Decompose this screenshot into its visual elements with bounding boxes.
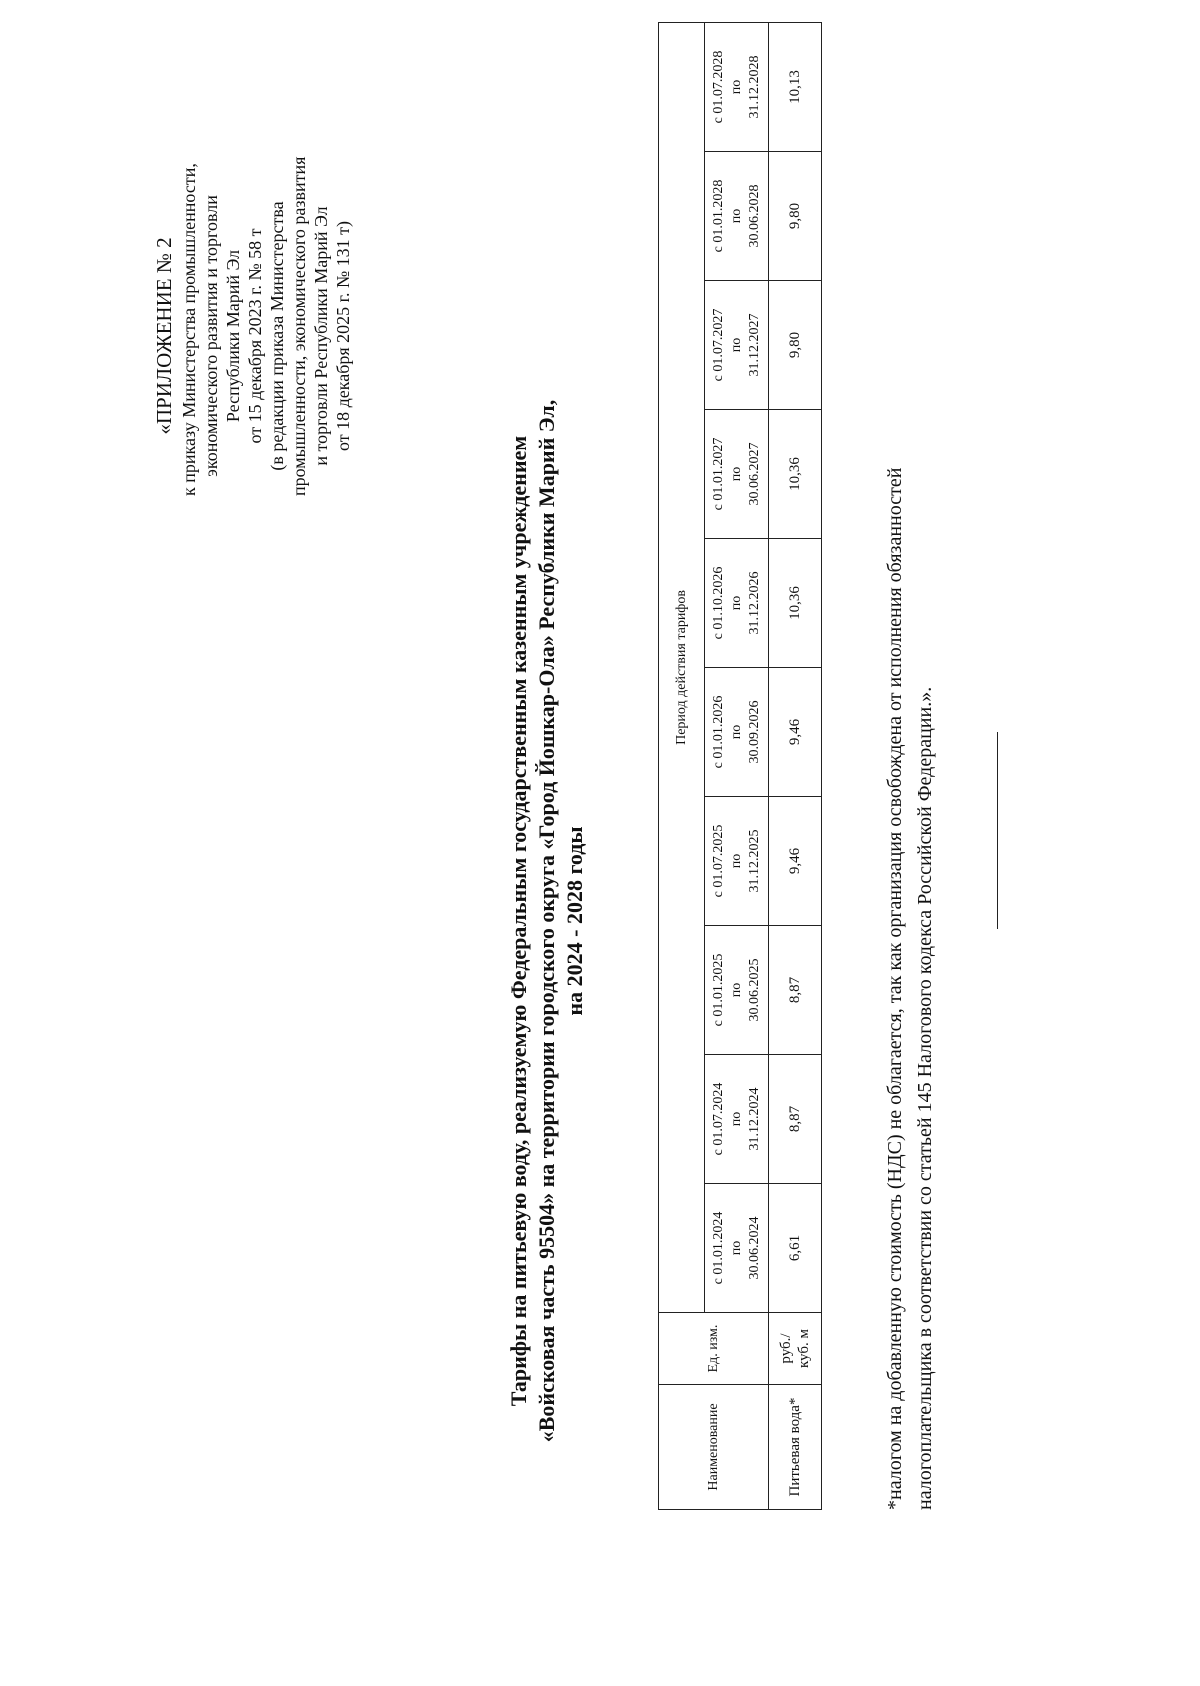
tariff-value: 6,61 [769, 1184, 822, 1313]
period-to: 30.06.2025 [746, 958, 762, 1022]
period-from: с 01.01.2028 [710, 179, 726, 253]
footnote [880, 10, 940, 1510]
period-from: с 01.07.2028 [710, 50, 726, 124]
appendix-line: (в редакции приказа Министерства [267, 201, 287, 471]
appendix-header [150, 156, 354, 496]
unit-line: руб./ [778, 1333, 794, 1364]
appendix-line: и торговли Республики Марий Эл [311, 206, 331, 466]
appendix-line: промышленности, экономического развития [289, 156, 309, 496]
period-from: с 01.01.2025 [710, 953, 726, 1027]
period-mid: по [728, 853, 744, 869]
footnote-line: *налогом на добавленную стоимость (НДС) не облагается, так как организация освобождена от исполнения обязанностей [884, 467, 906, 1510]
period-mid: по [728, 595, 744, 611]
period-mid: по [728, 982, 744, 998]
period-cell [705, 152, 769, 281]
period-to: 31.12.2028 [746, 55, 762, 119]
period-to: 31.12.2026 [746, 571, 762, 635]
period-cell [705, 22, 769, 151]
period-cell [705, 539, 769, 668]
period-from: с 01.10.2026 [710, 566, 726, 640]
title-line: «Войсковая часть 95504» на территории городского округа «Город Йошкар-Ола» Республики Марий Эл, [534, 399, 559, 1443]
period-cell [705, 1184, 769, 1313]
header-name: Наименование [659, 1385, 769, 1510]
period-from: с 01.07.2024 [710, 1082, 726, 1156]
appendix-line: Республики Марий Эл [223, 249, 243, 423]
header-period: Период действия тарифов [659, 22, 705, 1312]
period-from: с 01.01.2027 [710, 437, 726, 511]
tariff-value: 8,87 [769, 926, 822, 1055]
period-mid: по [728, 208, 744, 224]
tariff-value: 9,80 [769, 281, 822, 410]
document-title [505, 306, 589, 1536]
period-cell [705, 797, 769, 926]
unit-line: куб. м [796, 1329, 812, 1369]
tariff-value: 9,46 [769, 668, 822, 797]
header-unit: Ед. изм. [659, 1313, 769, 1385]
period-to: 31.12.2024 [746, 1087, 762, 1151]
period-to: 30.06.2024 [746, 1216, 762, 1280]
period-to: 30.06.2028 [746, 184, 762, 248]
period-mid: по [728, 466, 744, 482]
tariff-value: 10,13 [769, 22, 822, 151]
table-row [769, 22, 822, 1509]
table-periods-row [705, 22, 769, 1509]
period-from: с 01.01.2026 [710, 695, 726, 769]
footnote-line: налогоплательщика в соответствии со статьей 145 Налогового кодекса Российской Федерации.». [914, 686, 936, 1510]
period-cell [705, 410, 769, 539]
appendix-title: «ПРИЛОЖЕНИЕ № 2 [152, 237, 176, 435]
period-to: 30.09.2026 [746, 700, 762, 764]
period-to: 30.06.2027 [746, 442, 762, 506]
row-name: Питьевая вода* [769, 1385, 822, 1510]
period-mid: по [728, 1111, 744, 1127]
separator-line [997, 732, 998, 929]
period-to: 31.12.2027 [746, 313, 762, 377]
tariff-value: 9,80 [769, 152, 822, 281]
period-cell [705, 281, 769, 410]
period-mid: по [728, 1240, 744, 1256]
table-header-row [659, 22, 705, 1509]
tariff-value: 10,36 [769, 410, 822, 539]
appendix-line: к приказу Министерства промышленности, [179, 163, 199, 496]
period-mid: по [728, 724, 744, 740]
appendix-line: от 18 декабря 2025 г. № 131 т) [333, 220, 353, 452]
period-to: 31.12.2025 [746, 829, 762, 893]
period-cell [705, 668, 769, 797]
period-mid: по [728, 79, 744, 95]
period-cell [705, 926, 769, 1055]
appendix-line: от 15 декабря 2023 г. № 58 т [245, 228, 265, 444]
tariff-table [658, 22, 822, 1510]
row-unit [769, 1313, 822, 1385]
tariff-value: 10,36 [769, 539, 822, 668]
period-mid: по [728, 337, 744, 353]
period-from: с 01.07.2027 [710, 308, 726, 382]
title-line: Тарифы на питьевую воду, реализуемую Федеральным государственным казенным учреждением [506, 435, 531, 1407]
appendix-line: экономического развития и торговли [201, 195, 221, 477]
title-line: на 2024 - 2028 годы [562, 826, 587, 1016]
period-from: с 01.01.2024 [710, 1211, 726, 1285]
tariff-value: 9,46 [769, 797, 822, 926]
period-from: с 01.07.2025 [710, 824, 726, 898]
period-cell [705, 1055, 769, 1184]
tariff-value: 8,87 [769, 1055, 822, 1184]
